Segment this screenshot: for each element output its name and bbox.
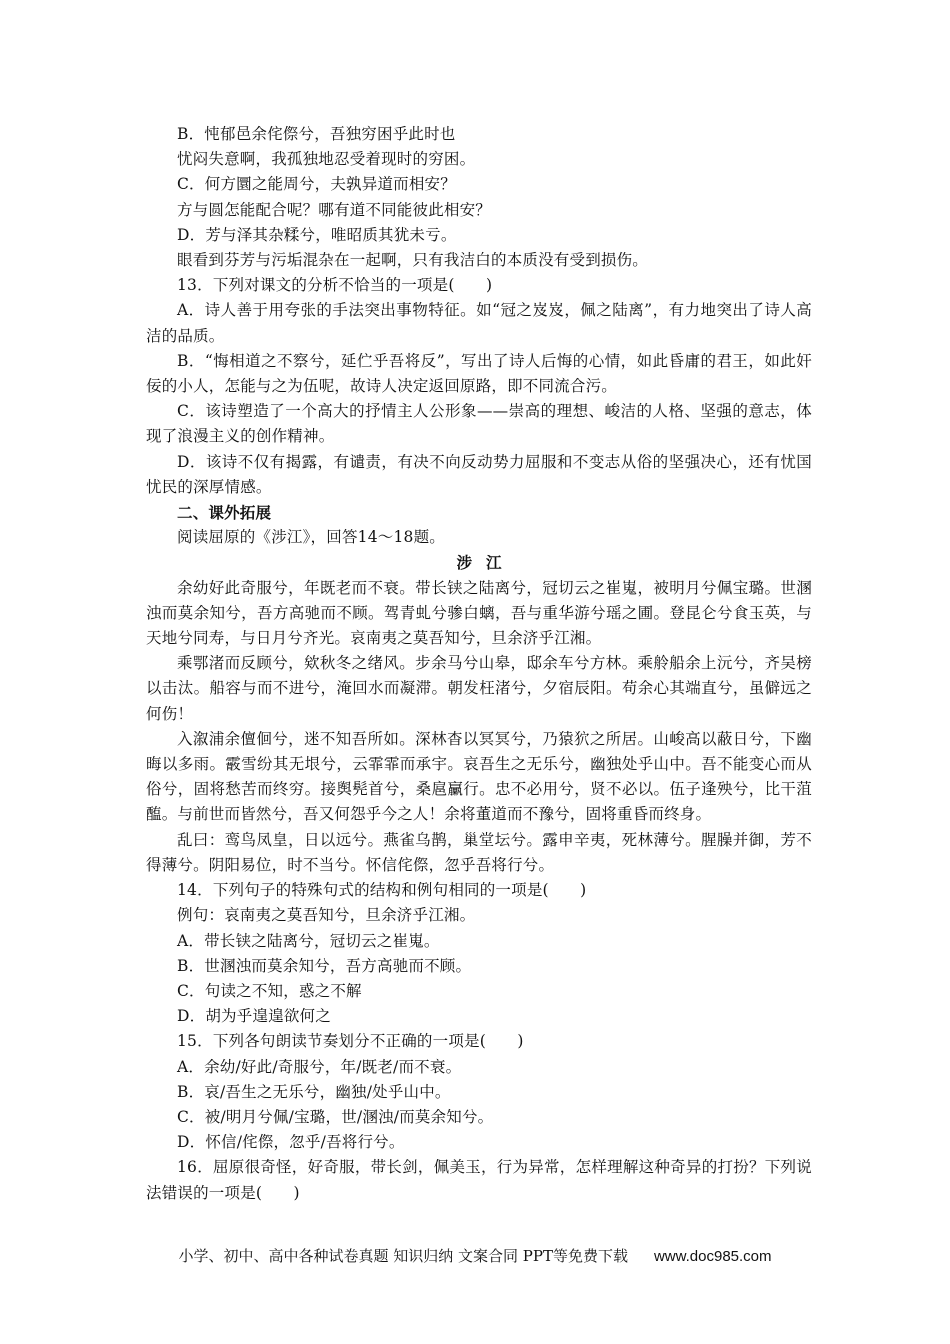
question-13-option-d: D．该诗不仅有揭露，有谴责，有决不向反动势力屈服和不变志从俗的坚强决心，还有忧国忧民的深厚情感。 <box>146 452 812 496</box>
question-15-option-a: A．余幼/好此/奇服兮，年/既老/而不衰。 <box>177 1057 462 1076</box>
question-14-example: 例句：哀南夷之莫吾知兮，旦余济乎江湘。 <box>177 906 476 925</box>
question-15-stem: 15．下列各句朗读节奏划分不正确的一项是( ) <box>177 1032 524 1051</box>
question-16-stem: 16．屈原很奇怪，好奇服，带长剑，佩美玉，行为异常，怎样理解这种奇异的打扮？下列说法错误的一项是( ) <box>146 1158 812 1202</box>
translation-c: 方与圆怎能配合呢？哪有道不同能彼此相安？ <box>177 200 492 219</box>
question-13-option-b: B．“悔相道之不察兮，延伫乎吾将反”，写出了诗人后悔的心情，如此昏庸的君王，如此奸佞的小人，怎能与之为伍呢，故诗人决定返回原路，即不同流合污。 <box>146 351 812 396</box>
option-c-line: C．何方圜之能周兮，夫孰异道而相安？ <box>177 175 456 194</box>
question-14-option-b: B．世溷浊而莫余知兮，吾方高驰而不顾。 <box>177 956 472 975</box>
poem-paragraph-3: 入溆浦余儃佪兮，迷不知吾所如。深林杳以冥冥兮，乃猿狖之所居。山峻高以蔽日兮，下幽晦以多雨。霰雪纷其无垠兮，云霏霏而承宇。哀吾生之无乐兮，幽独处乎山中。吾不能变心而从俗兮，固将愁苦而终穷。接舆髡首兮，桑扈臝行。忠不必用兮，贤不必以。伍子逢殃兮，比干菹醢。与前世而皆然兮，吾又何怨乎今之人！余将董道而不豫兮，固将重昏而终身。 <box>146 729 812 824</box>
poem-paragraph-4: 乱曰：鸾鸟凤皇，日以远兮。燕雀乌鹊，巢堂坛兮。露申辛夷，死林薄兮。腥臊并御，芳不得薄兮。阴阳易位，时不当兮。怀信侘傺，忽乎吾将行兮。 <box>146 830 812 874</box>
section-heading: 二、课外拓展 <box>177 503 272 523</box>
question-13-option-a: A．诗人善于用夸张的手法突出事物特征。如“冠之岌岌，佩之陆离”，有力地突出了诗人高洁的品质。 <box>146 301 812 345</box>
page-footer <box>0 1245 950 1266</box>
question-14-option-a: A．带长铗之陆离兮，冠切云之崔嵬。 <box>177 931 440 950</box>
poem-title: 涉江 <box>456 553 516 573</box>
poem-paragraph-2: 乘鄂渚而反顾兮，欸秋冬之绪风。步余马兮山皋，邸余车兮方林。乘舲船余上沅兮，齐吴榜以击汰。船容与而不进兮，淹回水而凝滞。朝发枉渚兮，夕宿辰阳。苟余心其端直兮，虽僻远之何伤！ <box>146 654 812 723</box>
translation-d: 眼看到芬芳与污垢混杂在一起啊，只有我洁白的本质没有受到损伤。 <box>177 251 649 270</box>
poem-paragraph-1: 余幼好此奇服兮，年既老而不衰。带长铗之陆离兮，冠切云之崔嵬，被明月兮佩宝璐。世溷浊而莫余知兮，吾方高驰而不顾。驾青虬兮骖白螭，吾与重华游兮瑶之圃。登昆仑兮食玉英，与天地兮同寿，与日月兮齐光。哀南夷之莫吾知兮，旦余济乎江湘。 <box>146 578 812 648</box>
question-15-option-c: C．被/明月兮佩/宝璐，世/溷浊/而莫余知兮。 <box>177 1107 494 1126</box>
translation-b: 忧闷失意啊，我孤独地忍受着现时的穷困。 <box>177 150 476 169</box>
question-15-option-b: B．哀/吾生之无乐兮，幽独/处乎山中。 <box>177 1082 451 1101</box>
footer-url[interactable]: www.doc985.com <box>653 1248 772 1265</box>
footer-text: 小学、初中、高中各种试卷真题 知识归纳 文案合同 PPT等免费下载 <box>178 1247 628 1265</box>
question-14-option-d: D．胡为乎遑遑欲何之 <box>177 1007 331 1026</box>
question-14-stem: 14．下列句子的特殊句式的结构和例句相同的一项是( ) <box>177 881 587 900</box>
question-13-stem: 13．下列对课文的分析不恰当的一项是( ) <box>177 276 493 295</box>
question-15-option-d: D．怀信/侘傺，忽乎/吾将行兮。 <box>177 1133 405 1152</box>
question-13-option-c: C．该诗塑造了一个高大的抒情主人公形象——崇高的理想、峻洁的人格、坚强的意志，体现了浪漫主义的创作精神。 <box>146 402 812 446</box>
option-d-line: D．芳与泽其杂糅兮，唯昭质其犹未亏。 <box>177 225 457 244</box>
section-intro: 阅读屈原的《涉江》，回答14～18题。 <box>177 528 445 547</box>
document-body <box>146 122 812 1206</box>
option-b-line: B．忳郁邑余侘傺兮，吾独穷困乎此时也 <box>177 125 456 143</box>
question-14-option-c: C．句读之不知，惑之不解 <box>177 981 362 1000</box>
